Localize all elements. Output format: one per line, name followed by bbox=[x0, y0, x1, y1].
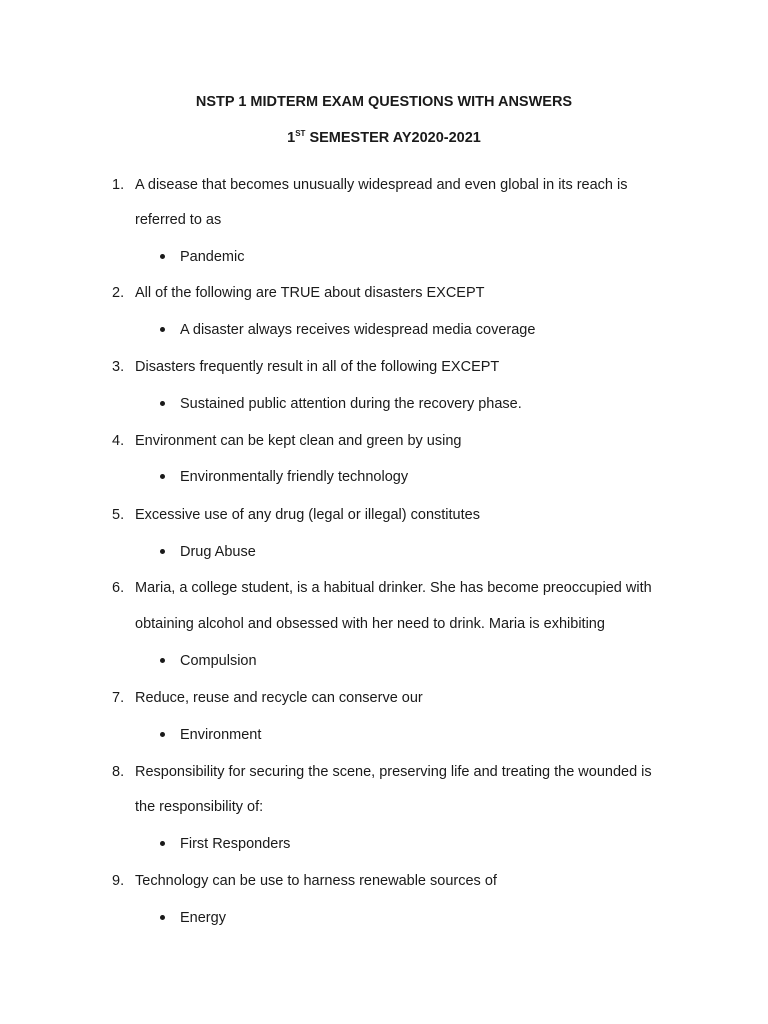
bullet-icon bbox=[160, 254, 165, 259]
question-number: 7. bbox=[112, 690, 125, 706]
answer-text: Environment bbox=[180, 727, 262, 743]
question-number: 9. bbox=[112, 873, 125, 889]
bullet-icon bbox=[160, 915, 165, 920]
question-text: Maria, a college student, is a habitual drinker. She has become preoccupied with bbox=[135, 580, 652, 596]
question-text: All of the following are TRUE about disasters EXCEPT bbox=[135, 285, 485, 301]
question-number: 4. bbox=[112, 433, 125, 449]
semester-label: SEMESTER AY2020-2021 bbox=[305, 130, 481, 146]
question-number: 8. bbox=[112, 764, 125, 780]
answer-text: Environmentally friendly technology bbox=[180, 469, 409, 485]
answer-text: Pandemic bbox=[180, 249, 245, 265]
answer-text: Sustained public attention during the recovery phase. bbox=[180, 396, 522, 412]
question-text-continued: the responsibility of: bbox=[135, 799, 264, 815]
bullet-icon bbox=[160, 841, 165, 846]
answer-text: Drug Abuse bbox=[180, 544, 256, 560]
semester-number: 1 bbox=[287, 130, 296, 146]
answer-text: Energy bbox=[180, 910, 226, 926]
document-title: NSTP 1 MIDTERM EXAM QUESTIONS WITH ANSWERS bbox=[195, 94, 573, 110]
question-text: Reduce, reuse and recycle can conserve our bbox=[135, 690, 423, 706]
question-text-continued: obtaining alcohol and obsessed with her need to drink. Maria is exhibiting bbox=[135, 616, 605, 632]
question-text: Excessive use of any drug (legal or illegal) constitutes bbox=[135, 507, 480, 523]
question-text: Responsibility for securing the scene, preserving life and treating the wounded is bbox=[135, 764, 652, 780]
question-text: Environment can be kept clean and green by using bbox=[135, 433, 462, 449]
question-text: Disasters frequently result in all of the following EXCEPT bbox=[135, 359, 500, 375]
bullet-icon bbox=[160, 732, 165, 737]
document-subtitle bbox=[0, 129, 768, 147]
question-number: 1. bbox=[112, 177, 125, 193]
bullet-icon bbox=[160, 549, 165, 554]
question-number: 3. bbox=[112, 359, 125, 375]
semester-ordinal-suffix: ST bbox=[295, 129, 306, 138]
question-text: A disease that becomes unusually widespread and even global in its reach is bbox=[135, 177, 628, 193]
question-number: 5. bbox=[112, 507, 125, 523]
question-number: 2. bbox=[112, 285, 125, 301]
answer-text: Compulsion bbox=[180, 653, 257, 669]
bullet-icon bbox=[160, 327, 165, 332]
question-text: Technology can be use to harness renewable sources of bbox=[135, 873, 497, 889]
question-text-continued: referred to as bbox=[135, 212, 222, 228]
bullet-icon bbox=[160, 474, 165, 479]
answer-text: A disaster always receives widespread media coverage bbox=[180, 322, 536, 338]
question-number: 6. bbox=[112, 580, 125, 596]
bullet-icon bbox=[160, 401, 165, 406]
bullet-icon bbox=[160, 658, 165, 663]
answer-text: First Responders bbox=[180, 836, 291, 852]
